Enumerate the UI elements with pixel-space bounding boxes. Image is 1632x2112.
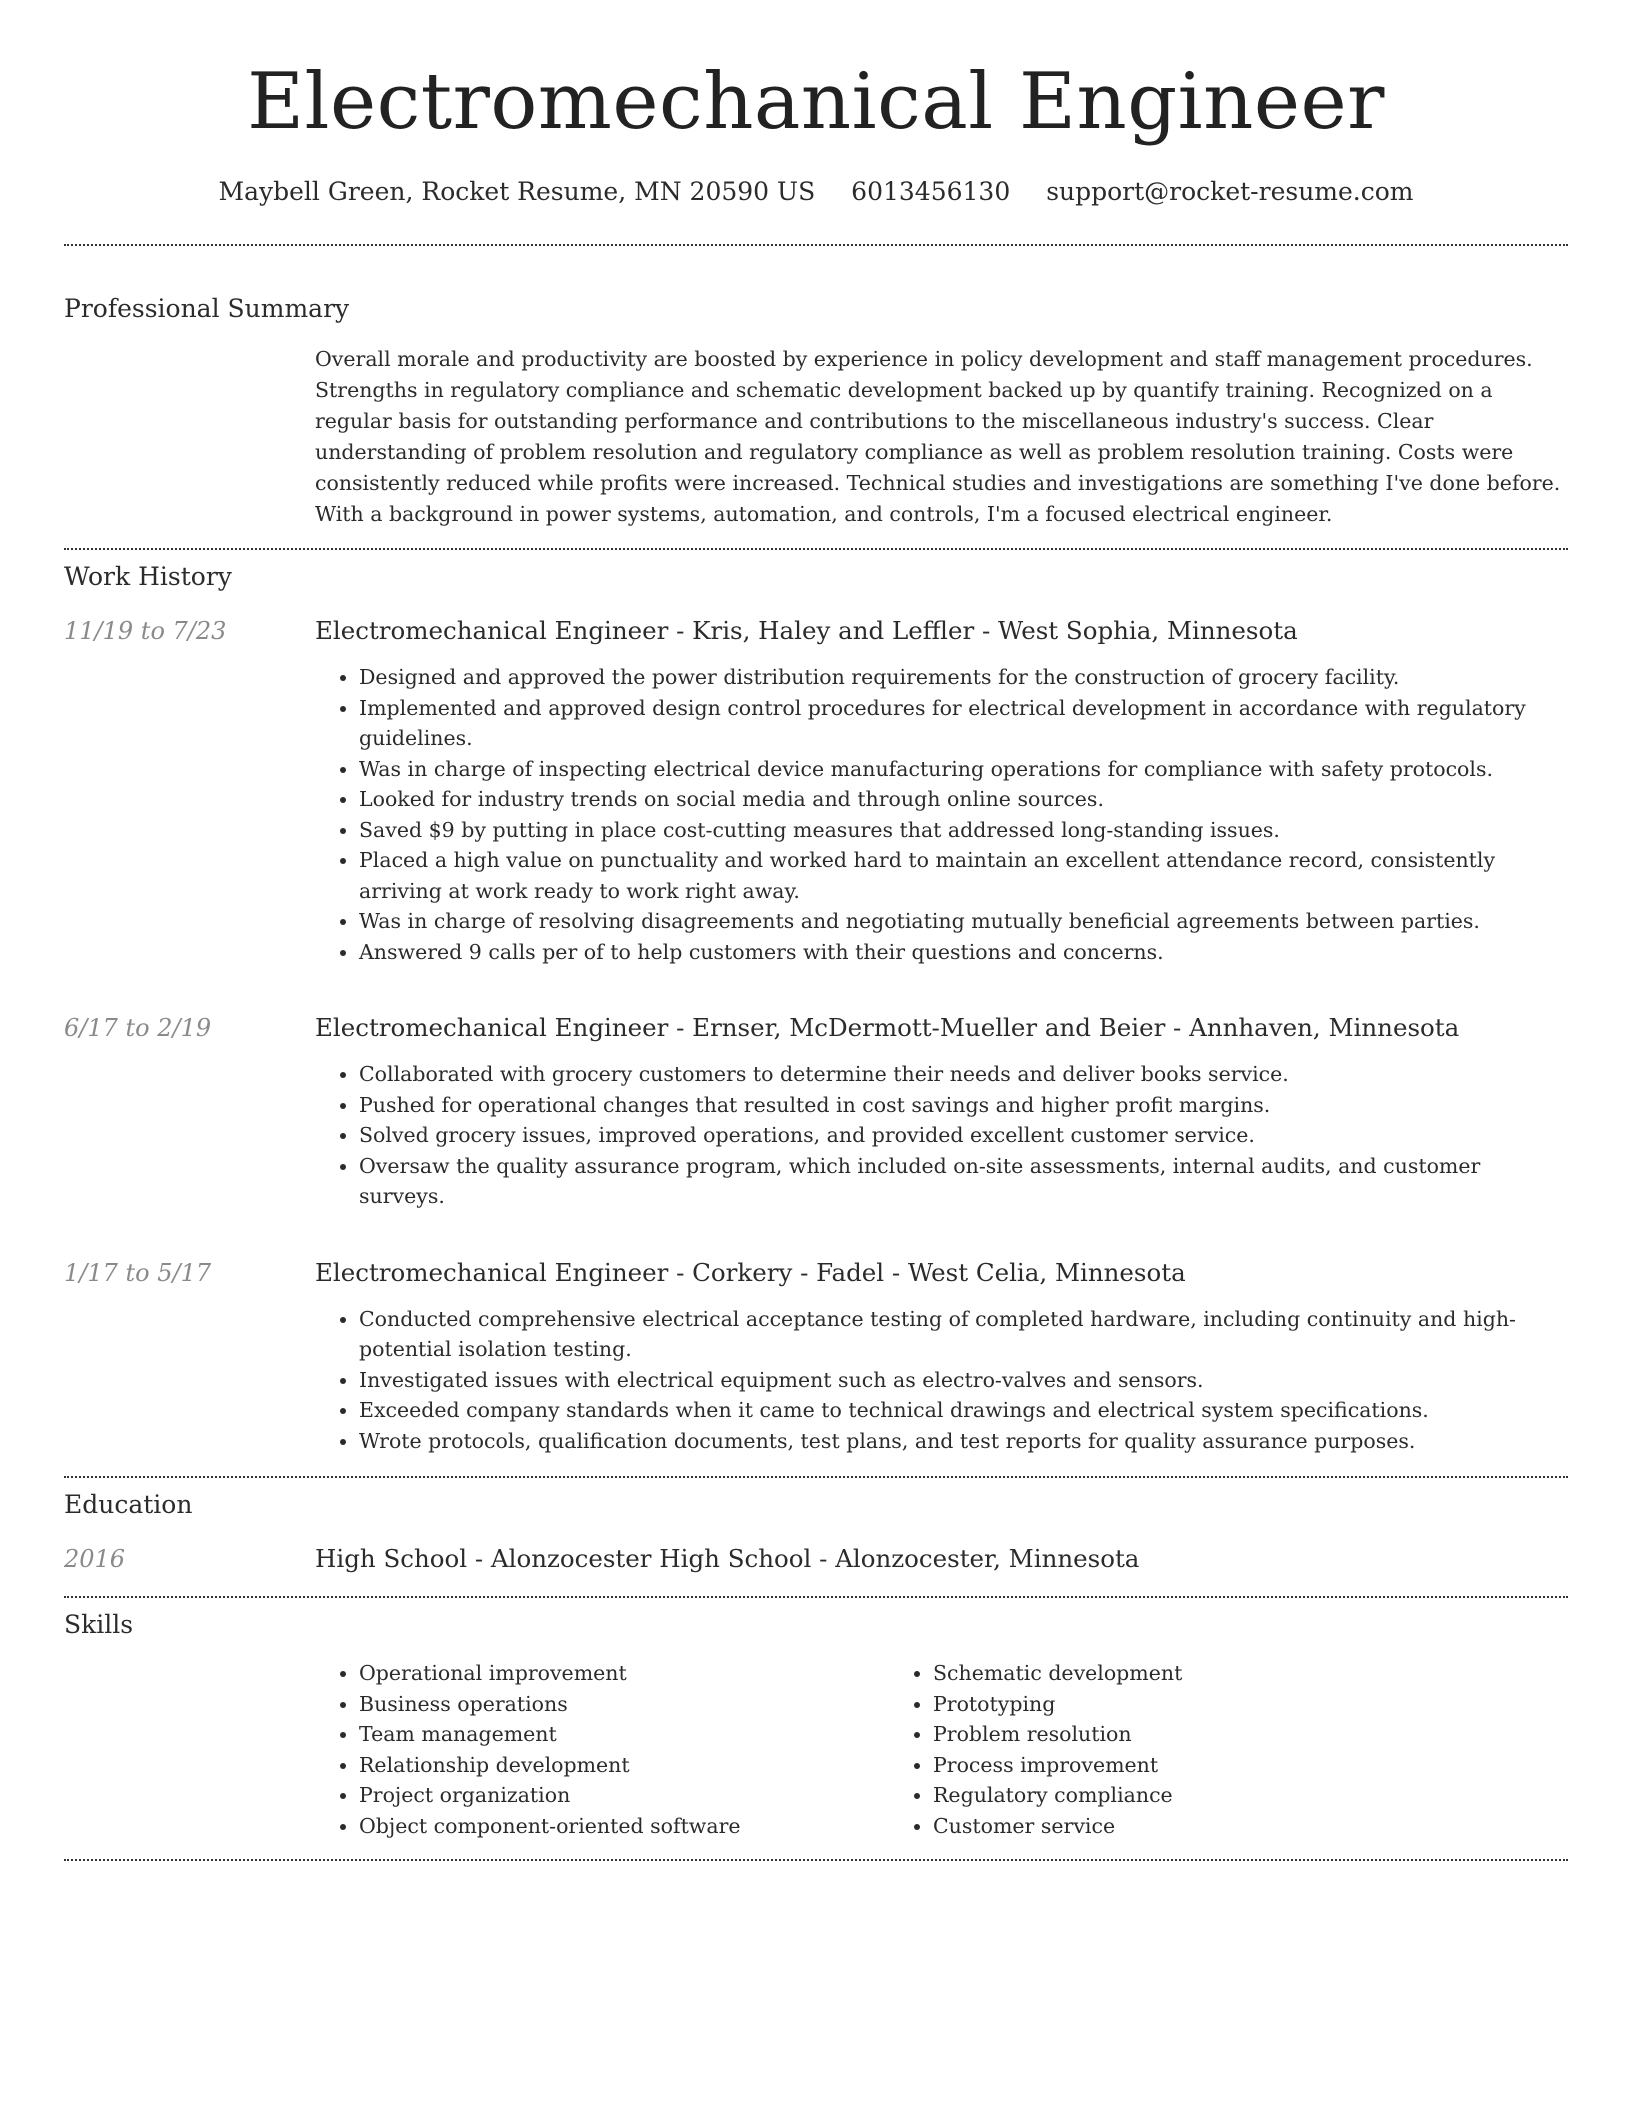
job-dates: 1/17 to 5/17	[64, 1258, 212, 1287]
job-bullet: • Implemented and approved design control procedures for electrical development in accordance with regulatory guidelines.	[359, 693, 1568, 754]
contact-phone: 6013456130	[851, 177, 1011, 206]
job-body	[315, 614, 1568, 967]
skill-item: • Operational improvement	[359, 1658, 885, 1689]
contact-email: support@rocket-resume.com	[1046, 177, 1414, 206]
job-bullets	[315, 1059, 1568, 1212]
skill-item: • Process improvement	[933, 1750, 1485, 1781]
job-entry	[64, 1011, 1568, 1212]
skill-item: • Problem resolution	[933, 1719, 1485, 1750]
job-bullet: • Solved grocery issues, improved operations, and provided excellent customer service.	[359, 1120, 1568, 1151]
job-bullet: • Looked for industry trends on social media and through online sources.	[359, 784, 1568, 815]
job-bullet: • Was in charge of inspecting electrical device manufacturing operations for compliance with safety protocols.	[359, 754, 1568, 785]
job-title: Electromechanical Engineer - Kris, Haley and Leffler - West Sophia, Minnesota	[315, 616, 1298, 645]
skill-item: • Team management	[359, 1719, 885, 1750]
skills-list-right	[885, 1658, 1485, 1841]
job-bullet: • Wrote protocols, qualification documents, test plans, and test reports for quality assurance purposes.	[359, 1426, 1568, 1457]
skill-item: • Prototyping	[933, 1689, 1485, 1720]
summary-heading: Professional Summary	[64, 294, 350, 323]
skills-list-left	[315, 1658, 885, 1841]
section-divider	[64, 1596, 1568, 1598]
contact-line	[64, 174, 1568, 210]
section-divider	[64, 244, 1568, 246]
job-bullet: • Conducted comprehensive electrical acceptance testing of completed hardware, including continuity and high-potential isolation testing.	[359, 1304, 1568, 1365]
job-title: Electromechanical Engineer - Corkery - Fadel - West Celia, Minnesota	[315, 1257, 1186, 1287]
skills-heading: Skills	[64, 1610, 134, 1639]
resume-title: Electromechanical Engineer	[247, 57, 1385, 147]
job-bullet: • Designed and approved the power distribution requirements for the construction of grocery facility.	[359, 662, 1568, 693]
job-dates: 11/19 to 7/23	[64, 617, 227, 645]
job-dates: 6/17 to 2/19	[64, 1014, 212, 1042]
job-entry	[64, 614, 1568, 967]
skill-item: • Object component-oriented software	[359, 1811, 885, 1842]
work-history-heading: Work History	[64, 562, 232, 591]
job-bullet: • Saved $9 by putting in place cost-cutting measures that addressed long-standing issues.	[359, 815, 1568, 846]
skill-item: • Customer service	[933, 1811, 1485, 1842]
contact-address: Maybell Green, Rocket Resume, MN 20590 US	[218, 177, 816, 206]
job-body	[315, 1256, 1568, 1457]
job-bullet: • Investigated issues with electrical equipment such as electro-valves and sensors.	[359, 1365, 1568, 1396]
job-bullet: • Answered 9 calls per of to help customers with their questions and concerns.	[359, 937, 1568, 968]
education-detail: High School - Alonzocester High School - Alonzocester, Minnesota	[315, 1544, 1140, 1573]
section-divider	[64, 1859, 1568, 1861]
job-bullet: • Oversaw the quality assurance program, which included on-site assessments, internal audits, and customer surveys.	[359, 1151, 1568, 1212]
job-bullet: • Pushed for operational changes that resulted in cost savings and higher profit margins.	[359, 1090, 1568, 1121]
skill-item: • Regulatory compliance	[933, 1780, 1485, 1811]
job-bullet: • Placed a high value on punctuality and worked hard to maintain an excellent attendance record, consistently arriving at work ready to work right away.	[359, 845, 1568, 906]
skill-item: • Business operations	[359, 1689, 885, 1720]
skill-item: • Project organization	[359, 1780, 885, 1811]
education-heading: Education	[64, 1490, 193, 1519]
job-bullet: • Was in charge of resolving disagreements and negotiating mutually beneficial agreements between parties.	[359, 906, 1568, 937]
education-year: 2016	[64, 1545, 126, 1573]
summary-text: Overall morale and productivity are boosted by experience in policy development and staff management procedures. Strengths in regulatory compliance and schematic development backed up by quantify training. Recognized on a regular basis for outstanding performance and contributions to the miscellaneous industry's success. Clear understanding of problem resolution and regulatory compliance as well as problem resolution training. Costs were consistently reduced while profits were increased. Technical studies and investigations are something I've done before. With a background in power systems, automation, and controls, I'm a focused electrical engineer.	[315, 347, 1561, 526]
job-body	[315, 1011, 1568, 1212]
job-title: Electromechanical Engineer - Ernser, McDermott-Mueller and Beier - Annhaven, Minnesota	[315, 1013, 1460, 1042]
job-bullets	[315, 1304, 1568, 1457]
section-divider	[64, 1476, 1568, 1478]
skill-item: • Relationship development	[359, 1750, 885, 1781]
skills-columns	[315, 1658, 1568, 1841]
skill-item: • Schematic development	[933, 1658, 1485, 1689]
job-bullet: • Exceeded company standards when it came to technical drawings and electrical system specifications.	[359, 1395, 1568, 1426]
education-entry	[64, 1542, 1568, 1576]
job-entry	[64, 1256, 1568, 1457]
section-divider	[64, 548, 1568, 550]
job-bullets	[315, 662, 1568, 967]
job-bullet: • Collaborated with grocery customers to determine their needs and deliver books service.	[359, 1059, 1568, 1090]
